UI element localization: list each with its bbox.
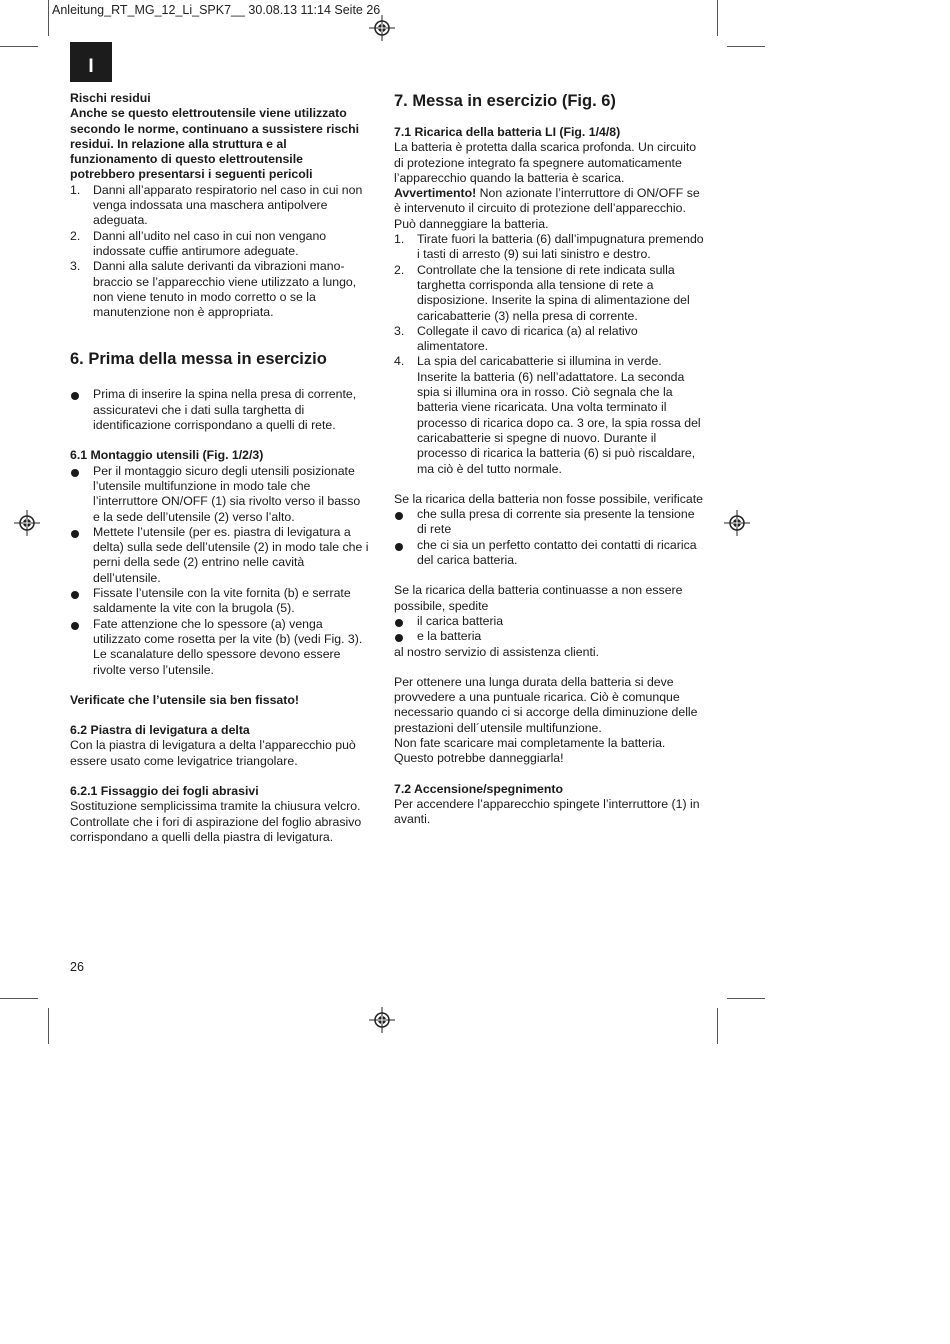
list-item	[70, 464, 370, 525]
residual-risks-list	[70, 183, 370, 321]
list-item	[70, 229, 370, 260]
bullet-icon	[71, 469, 79, 477]
item-number: 3.	[394, 323, 405, 338]
item-text: Fate attenzione che lo spessore (a) venga utilizzato come rosetta per la vite (b) (vedi Fig. 3). Le scanalature dello spessore devono essere rivolte verso l’utensile.	[93, 616, 363, 677]
check-intro: Se la ricarica della batteria non fosse possibile, verificate	[394, 491, 703, 506]
list-item	[394, 507, 704, 538]
residual-risks-intro: Anche se questo elettroutensile viene utilizzato secondo le norme, continuano a sussistere rischi residui. In relazione alla struttura e al funzionamento di questo elettroutensile potrebbero presentarsi i seguenti pericoli	[70, 106, 360, 182]
warning-label: Avvertimento!	[394, 186, 477, 201]
item-number: 4.	[394, 354, 405, 369]
bullet-list	[70, 464, 370, 678]
crop-mark	[727, 46, 765, 47]
section-6-2-heading: 6.2 Piastra di levigatura a delta	[70, 723, 250, 738]
section-7-1-heading: 7.1 Ricarica della batteria LI (Fig. 1/4/8)	[394, 125, 621, 139]
send-outro: al nostro servizio di assistenza clienti.	[394, 644, 600, 659]
item-text: Fissate l’utensile con la vite fornita (b) e serrate saldamente la vite con la brugola (5).	[93, 586, 351, 616]
bullet-icon	[71, 530, 79, 538]
bullet-list	[394, 614, 704, 645]
item-text: Controllate che la tensione di rete indicata sulla targhetta corrisponda alla tensione di rete a disposizione. Inserite la spina di alimentazione del caricabatterie (3) nella presa di corrente.	[417, 262, 690, 323]
item-number: 1.	[70, 182, 81, 197]
bullet-list	[70, 387, 370, 433]
registration-mark-icon	[369, 15, 395, 41]
list-item	[394, 614, 704, 629]
item-text: Per il montaggio sicuro degli utensili posizionate l’utensile multifunzione in modo tale che l’interruttore ON/OFF (1) sia rivolto verso il basso e la sede dell’utensile (2) verso l’alto.	[93, 463, 361, 524]
registration-mark-icon	[724, 510, 750, 536]
item-text: e la batteria	[417, 629, 482, 644]
send-intro: Se la ricarica della batteria continuasse a non essere possibile, spedite	[394, 583, 683, 613]
section-7-1-text: La batteria è protetta dalla scarica profonda. Un circuito di protezione integrato fa spegnere automaticamente l’apparecchio quando la batteria è scarica.	[394, 140, 697, 185]
bullet-icon	[395, 543, 403, 551]
item-number: 2.	[394, 262, 405, 277]
crop-mark	[727, 998, 765, 999]
right-column	[394, 91, 704, 827]
section-6-2-1-text: Sostituzione semplicissima tramite la chiusura velcro. Controllate che i fori di aspirazione del foglio abrasivo corrispondano a quelli della piastra di levigatura.	[70, 799, 362, 844]
item-text: che sulla presa di corrente sia presente la tensione di rete	[417, 507, 695, 537]
list-item	[70, 586, 370, 617]
item-text: Mettete l’utensile (per es. piastra di levigatura a delta) sulla sede dell’utensile (2) in modo tale che i perni della sede (2) entrino nelle cavità dell’utensile.	[93, 524, 369, 585]
item-text: che ci sia un perfetto contatto dei contatti di ricarica del carica batteria.	[417, 537, 697, 568]
crop-mark	[717, 0, 718, 36]
item-text: Danni alla salute derivanti da vibrazioni mano-braccio se l’apparecchio viene utilizzato a lungo, non viene tenuto in modo corretto o se la manutenzione non è appropriata.	[93, 259, 357, 320]
item-text: il carica batteria	[417, 613, 504, 628]
bullet-icon	[395, 512, 403, 520]
registration-mark-icon	[369, 1007, 395, 1033]
list-item	[70, 183, 370, 229]
list-item	[394, 538, 704, 569]
bullet-icon	[71, 392, 79, 400]
registration-mark-icon	[14, 510, 40, 536]
list-item	[70, 259, 370, 320]
item-text: Tirate fuori la batteria (6) dall’impugnatura premendo i tasti di arresto (9) sui lati sinistro e destro.	[417, 232, 704, 262]
section-7-2-text: Per accendere l’apparecchio spingete l’interruttore (1) in avanti.	[394, 796, 700, 827]
list-item	[394, 263, 704, 324]
item-text: Collegate il cavo di ricarica (a) al relativo alimentatore.	[417, 323, 638, 354]
bullet-icon	[395, 634, 403, 642]
warning-text: Non azionate l’interruttore di ON/OFF se è intervenuto il circuito di protezione dell’apparecchio. Può danneggiare la batteria.	[394, 186, 700, 231]
section-6-heading: 6. Prima della messa in esercizio	[70, 350, 327, 369]
language-badge: I	[70, 42, 112, 82]
crop-mark	[48, 0, 49, 36]
section-7-heading: 7. Messa in esercizio (Fig. 6)	[394, 92, 616, 110]
item-text: Danni all’udito nel caso in cui non vengano indossate cuffie antirumore adeguate.	[93, 228, 327, 258]
section-6-1-heading: 6.1 Montaggio utensili (Fig. 1/2/3)	[70, 448, 264, 463]
warning-paragraph	[394, 186, 704, 232]
item-text: La spia del caricabatterie si illumina in verde. Inserite la batteria (6) nell’adattatore. La seconda spia si illumina ora in rosso. Ciò segnala che la batteria viene ricaricata. Una volta terminato il processo di ricarica dopo ca. 3 ore, la spia rossa del caricabatterie si spegne di nuovo. Durante il processo di ricarica la batteria (6) si può riscaldare, ma ciò è del tutto normale.	[417, 354, 701, 476]
page-number: 26	[70, 960, 84, 974]
left-column	[70, 91, 370, 845]
list-item	[394, 232, 704, 263]
crop-mark	[0, 998, 38, 999]
section-7-2-heading: 7.2 Accensione/spegnimento	[394, 781, 564, 796]
bullet-icon	[395, 619, 403, 627]
list-item	[70, 525, 370, 586]
print-slug: Anleitung_RT_MG_12_Li_SPK7__ 30.08.13 11:14 Seite 26	[52, 3, 381, 17]
item-number: 3.	[70, 259, 81, 274]
residual-risks-title: Rischi residui	[70, 91, 151, 105]
crop-mark	[717, 1008, 718, 1044]
crop-mark	[48, 1008, 49, 1044]
battery-warning-text: Non fate scaricare mai completamente la batteria. Questo potrebbe danneggiarla!	[394, 735, 666, 766]
item-text: Danni all’apparato respiratorio nel caso in cui non venga indossata una maschera antipolvere adeguata.	[93, 182, 363, 228]
section-6-2-1-heading: 6.2.1 Fissaggio dei fogli abrasivi	[70, 783, 259, 798]
bullet-list	[394, 507, 704, 568]
verify-note: Verificate che l’utensile sia ben fissato!	[70, 692, 299, 707]
crop-mark	[0, 46, 38, 47]
bullet-icon	[71, 622, 79, 630]
item-number: 2.	[70, 228, 81, 243]
item-text: Prima di inserire la spina nella presa di corrente, assicuratevi che i dati sulla targhetta di identificazione corrispondano a quelli di rete.	[93, 387, 357, 433]
list-item	[70, 617, 370, 678]
list-item	[394, 629, 704, 644]
section-6-2-text: Con la piastra di levigatura a delta l’apparecchio può essere usato come levigatrice triangolare.	[70, 738, 356, 768]
item-number: 1.	[394, 232, 405, 247]
list-item	[70, 387, 370, 433]
list-item	[394, 354, 704, 476]
battery-life-text: Per ottenere una lunga durata della batteria si deve provvedere a una puntuale ricarica. Ciò è comunque necessario quando ci si accorge della diminuzione delle prestazioni dell´utensile multifunzione.	[394, 674, 698, 735]
list-item	[394, 324, 704, 355]
bullet-icon	[71, 591, 79, 599]
charging-steps-list	[394, 232, 704, 477]
